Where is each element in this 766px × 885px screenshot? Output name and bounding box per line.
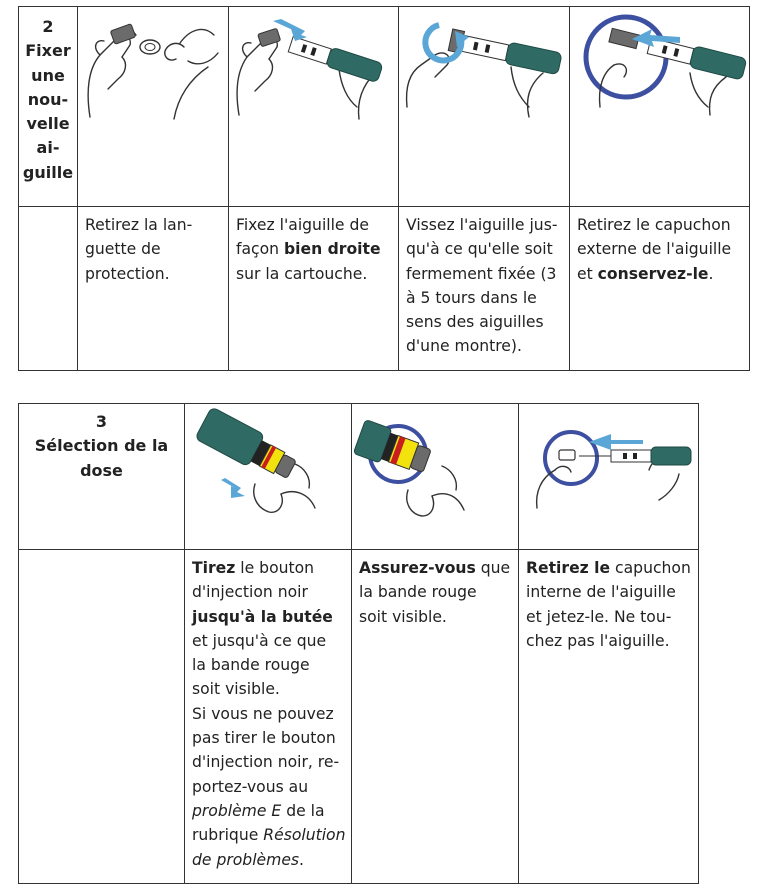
caption-run: externe de l'aiguille xyxy=(577,240,732,259)
caption-run: et jetez-le. Ne tou- xyxy=(526,607,672,626)
caption-run: sur la cartouche. xyxy=(236,264,368,283)
caption-line xyxy=(406,286,561,310)
step-2-caption-1 xyxy=(78,207,229,371)
caption-run: guette de xyxy=(85,240,161,259)
caption-line xyxy=(526,556,690,580)
caption-line xyxy=(359,580,510,604)
remove-outer-cap-illustration xyxy=(570,7,749,127)
caption-run: d'injection noir, re- xyxy=(192,753,340,772)
caption-line xyxy=(236,262,390,286)
caption-run: fermement fixée (3 xyxy=(406,264,557,283)
caption-bold-text: bien droite xyxy=(284,240,381,259)
step-2-header-cell xyxy=(19,7,78,207)
caption-line xyxy=(406,262,561,286)
caption-run: protection. xyxy=(85,264,170,283)
caption-text xyxy=(399,207,569,359)
caption-line xyxy=(192,605,343,629)
caption-run: interne de l'aiguille xyxy=(526,583,676,602)
caption-run: de la xyxy=(281,801,325,820)
remove-tab-illustration xyxy=(78,7,228,127)
step-2-caption-2 xyxy=(229,207,399,371)
caption-run: façon xyxy=(236,240,284,259)
step-3-title-line: dose xyxy=(80,460,123,480)
illustration-cell xyxy=(185,404,352,550)
caption-line xyxy=(406,310,561,334)
caption-line xyxy=(192,702,343,726)
caption-run: portez-vous au xyxy=(192,777,309,796)
illustration-cell xyxy=(570,7,750,207)
step-3-number: 3 xyxy=(95,412,108,431)
caption-run: d'injection noir xyxy=(192,583,308,602)
caption-run: pas tirer le bouton xyxy=(192,729,336,748)
caption-bold-text: jusqu'à la butée xyxy=(192,607,333,626)
caption-text xyxy=(519,550,698,653)
caption-line xyxy=(85,213,220,237)
caption-run: Retirez le capuchon xyxy=(577,216,731,234)
caption-line xyxy=(85,262,220,286)
caption-line xyxy=(192,750,343,774)
step-2-title-line: nou- xyxy=(27,89,69,109)
caption-italic-text: problème E xyxy=(192,801,282,820)
caption-line xyxy=(526,605,690,629)
caption-line xyxy=(192,726,343,750)
step-2-title-line: velle xyxy=(26,114,70,134)
red-band-illustration xyxy=(352,404,518,524)
caption-line xyxy=(192,775,343,799)
step-2-title-line: Fixer xyxy=(25,41,71,61)
caption-text xyxy=(78,207,228,286)
caption-line xyxy=(577,213,741,237)
caption-run: Retirez la lan- xyxy=(85,216,193,234)
illustration-cell xyxy=(78,7,229,207)
caption-line xyxy=(577,262,741,286)
caption-run: à 5 tours dans le xyxy=(406,288,537,307)
caption-text xyxy=(570,207,749,286)
step-2-caption-3 xyxy=(399,207,570,371)
step-3-caption-3 xyxy=(519,550,699,884)
step-3-header-cell xyxy=(19,404,185,550)
step-2-number: 2 xyxy=(42,17,54,36)
caption-run: et jusqu'à ce que xyxy=(192,631,327,650)
caption-line xyxy=(192,653,343,677)
caption-run: que xyxy=(475,559,511,577)
caption-line xyxy=(359,556,510,580)
caption-run: qu'à ce qu'elle soit xyxy=(406,240,553,259)
illustration-cell xyxy=(229,7,399,207)
caption-line xyxy=(406,334,561,358)
caption-run: d'une montre). xyxy=(406,337,522,356)
caption-line xyxy=(192,823,346,847)
caption-line xyxy=(236,213,390,237)
caption-line xyxy=(359,605,510,629)
caption-run: . xyxy=(708,264,714,283)
caption-run: soit visible. xyxy=(192,680,280,699)
caption-run: la bande rouge xyxy=(359,583,477,602)
caption-run: Vissez l'aiguille jus- xyxy=(406,216,558,234)
caption-run: . xyxy=(299,850,305,869)
caption-italic-text: de problèmes xyxy=(192,850,300,869)
caption-run: soit visible. xyxy=(359,607,447,626)
caption-bold-text: conservez-le xyxy=(597,264,709,283)
caption-run: Fixez l'aiguille de xyxy=(236,216,369,234)
caption-text xyxy=(229,207,398,286)
caption-line xyxy=(526,629,690,653)
caption-line xyxy=(577,237,741,261)
step-2-table xyxy=(18,6,750,371)
caption-line xyxy=(192,580,343,604)
caption-line xyxy=(236,237,390,261)
caption-line xyxy=(192,629,343,653)
caption-italic-text: Résolution xyxy=(263,826,346,845)
caption-line xyxy=(192,556,343,580)
caption-run: le bouton xyxy=(235,559,315,577)
caption-bold-text: Retirez le xyxy=(526,559,611,577)
step-2-title-line: ai- xyxy=(36,138,60,158)
caption-run: chez pas l'aiguille. xyxy=(526,631,670,650)
caption-bold-text: Tirez xyxy=(192,559,236,577)
caption-line xyxy=(85,237,220,261)
caption-text xyxy=(185,550,351,872)
remove-inner-cap-illustration xyxy=(519,404,698,524)
caption-run: Si vous ne pouvez xyxy=(192,704,334,723)
illustration-cell xyxy=(399,7,570,207)
screw-needle-illustration xyxy=(399,7,569,127)
caption-line xyxy=(526,580,690,604)
illustration-cell xyxy=(519,404,699,550)
step-2-title-line: une xyxy=(31,65,65,85)
step-2-title-line: guille xyxy=(22,162,74,182)
step-3-title-line: Sélection de la xyxy=(34,436,169,456)
caption-line xyxy=(406,213,561,237)
caption-run: sens des aiguilles xyxy=(406,313,544,332)
caption-line xyxy=(192,799,343,823)
pull-button-illustration xyxy=(185,404,351,524)
step-2-caption-4 xyxy=(570,207,750,371)
attach-needle-illustration xyxy=(229,7,398,127)
step-3-table xyxy=(18,403,699,884)
step-3-caption-1 xyxy=(185,550,352,884)
caption-line xyxy=(406,237,561,261)
step-3-empty-cell xyxy=(19,550,185,884)
caption-run: capuchon xyxy=(610,559,691,577)
step-2-empty-cell xyxy=(19,207,78,371)
caption-text xyxy=(352,550,518,629)
caption-run: rubrique xyxy=(192,826,264,845)
caption-line xyxy=(192,677,343,701)
caption-run: la bande rouge xyxy=(192,656,310,675)
caption-run: et xyxy=(577,264,598,283)
caption-bold-text: Assurez-vous xyxy=(359,559,476,577)
caption-line xyxy=(192,848,343,872)
illustration-cell xyxy=(352,404,519,550)
step-3-caption-2 xyxy=(352,550,519,884)
